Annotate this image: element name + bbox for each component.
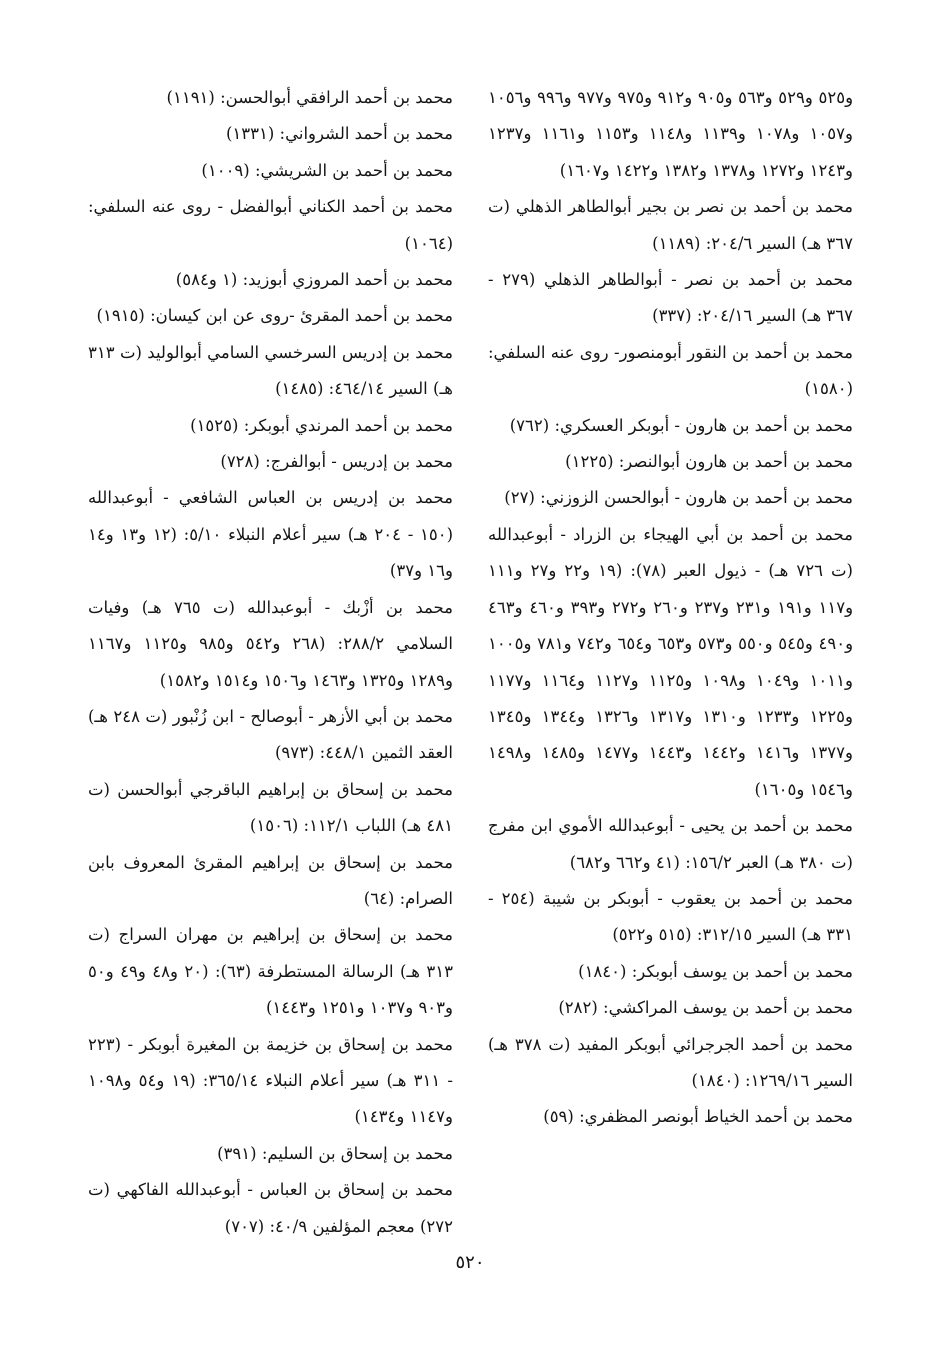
index-entry: محمد بن أحمد الخياط أبونصر المظفري: (٥٩)	[543, 1107, 853, 1127]
index-entry: محمد بن إسحاق بن إبراهيم الباقرجي أبوالحسن (ت ٤٨١ هـ) اللباب ١١٢/١: (١٥٠٦)	[88, 779, 453, 836]
index-entry: محمد بن إسحاق بن إبراهيم بن مهران السراج (ت ٣١٣ هـ) الرسالة المستطرفة (٦٣): (٢٠ و٤٨ و٤٩ و٥٠ و٩٠٣ و١٠٣٧ و١٢٥١ و١٤٤٣)	[88, 925, 454, 1018]
index-entry: محمد بن إدريس - أبوالفرج: (٧٢٨)	[220, 452, 453, 472]
index-entry: محمد بن أحمد بن يعقوب - أبوبكر بن شيبة (٢٥٤ - ٣٣١ هـ) السير ٣١٢/١٥: (٥١٥ و٥٢٢)	[488, 888, 853, 945]
left-column	[88, 80, 453, 1245]
index-entry: محمد بن أحمد بن يوسف أبوبكر: (١٨٤٠)	[578, 961, 853, 981]
index-entry: محمد بن إسحاق بن إبراهيم المقرئ المعروف بابن الصرام: (٦٤)	[88, 852, 453, 908]
index-entry: محمد بن إدريس بن العباس الشافعي - أبوعبدالله (١٥٠ - ٢٠٤ هـ) سير أعلام النبلاء ٥/١٠: (١٢ و١٣ و١٤ و١٦ و٣٧)	[88, 488, 454, 581]
index-entry: محمد بن أحمد بن يوسف المراكشي: (٢٨٢)	[558, 998, 853, 1018]
index-entry: محمد بن إسحاق بن العباس - أبوعبدالله الفاكهي (ت ٢٧٢) معجم المؤلفين ٤٠/٩: (٧٠٧)	[88, 1180, 453, 1236]
index-entry: محمد بن أحمد بن نصر - أبوالطاهر الذهلي (٢٧٩ - ٣٦٧ هـ) السير ٢٠٤/١٦: (٣٣٧)	[488, 270, 853, 326]
index-entry: محمد بن أحمد بن أبي الهيجاء بن الزراد - أبوعبدالله (ت ٧٢٦ هـ) - ذيول العبر (٧٨): (١٩ و٢٢ و٢٧ و١١١ و١١٧ و١٩١ و٢٣١ و٢٣٧ و٢٦٠ و٢٧٢ و٣٩٣ و٤٦٠ و٤٦٣ و٤٩٠ و٥٤٥ و٥٥٠ و٥٧٣ و٦٥٣ و٦٥٤ و٧٤٢ و٧٨١ و١٠٠٥ و١٠١١ و١٠٤٩ و١٠٩٨ و١١٢٥ و١١٢٧ و١١٦٤ و١١٧٧ و١٢٢٥ و١٢٣٣ و١٣١٠ و١٣١٧ و١٣٢٦ و١٣٤٤ و١٣٤٥ و١٣٧٧ و١٤١٦ و١٤٤٢ و١٤٤٣ و١٤٧٧ و١٤٨٥ و١٤٩٨ و١٥٤٦ و١٦٠٥)	[488, 524, 854, 799]
index-entry: محمد بن أحمد الرافقي أبوالحسن: (١١٩١)	[166, 88, 453, 107]
index-entry: محمد بن أحمد بن يحيى - أبوعبدالله الأموي ابن مفرج (ت ٣٨٠ هـ) العبر ١٥٦/٢: (٤١ و٦٦٢ و٦٨٢)	[488, 816, 853, 872]
index-entry: محمد بن أحمد بن هارون - أبوالحسن الزوزني: (٢٧)	[504, 488, 853, 508]
index-entry: محمد بن أحمد بن هارون أبوالنصر: (١٢٢٥)	[565, 452, 853, 472]
index-entry: محمد بن إسحاق بن خزيمة بن المغيرة أبوبكر - (٢٢٣ - ٣١١ هـ) سير أعلام النبلاء ٣٦٥/١٤: (١٩ و٥٤ و١٠٩٨ و١١٤٧ و١٤٣٤)	[88, 1034, 453, 1127]
index-entry: محمد بن أحمد بن النقور أبومنصور- روى عنه السلفي: (١٥٨٠)	[488, 342, 853, 399]
index-entry: محمد بن أبي الأزهر - أبوصالح - ابن زُنْبور (ت ٢٤٨ هـ) العقد الثمين ٤٤٨/١: (٩٧٣)	[88, 706, 453, 763]
index-entry: محمد بن أحمد المروزي أبوزيد: (١ و٥٨٤)	[175, 270, 453, 290]
index-entry: محمد بن أحمد المرندي أبوبكر: (١٥٢٥)	[190, 415, 453, 435]
index-entry: محمد بن أزْبك - أبوعبدالله (ت ٧٦٥ هـ) وفيات السلامي ٢٨٨/٢: (٢٦٨ و٥٤٢ و٩٨٥ و١١٢٥ و١١٦٧ و١٢٨٩ و١٣٢٥ و١٤٦٣ و١٥٠٦ و١٥١٤ و١٥٨٢)	[88, 597, 454, 690]
index-entry: محمد بن أحمد الكناني أبوالفضل - روى عنه السلفي: (١٠٦٤)	[88, 197, 453, 253]
index-entry: محمد بن أحمد الجرجرائي أبوبكر المفيد (ت ٣٧٨ هـ) السير ١٢٦٩/١٦: (١٨٤٠)	[488, 1034, 853, 1090]
index-entry: محمد بن إدريس السرخسي السامي أبوالوليد (ت ٣١٣ هـ) السير ٤٦٤/١٤: (١٤٨٥)	[88, 342, 453, 399]
right-column	[488, 80, 853, 1136]
index-entry: محمد بن أحمد بن هارون - أبوبكر العسكري: (٧٦٢)	[509, 415, 853, 435]
index-entry: محمد بن أحمد المقرئ -روى عن ابن كيسان: (١٩١٥)	[96, 306, 453, 326]
index-entry: محمد بن أحمد بن الشريشي: (١٠٠٩)	[201, 160, 453, 180]
index-entry: محمد بن أحمد بن نصر بن بجير أبوالطاهر الذهلي (ت ٣٦٧ هـ) السير ٢٠٤/٦: (١١٨٩)	[488, 197, 853, 253]
index-entry: محمد بن أحمد الشرواني: (١٣٣١)	[225, 124, 453, 144]
index-entry: و٥٢٥ و٥٢٩ و٥٦٣ و٩٠٥ و٩١٢ و٩٧٥ و٩٧٧ و٩٩٦ و١٠٥٦ و١٠٥٧ و١٠٧٨ و١١٣٩ و١١٤٨ و١١٥٣ و١١٦١ و١٢٣٧ و١٢٤٣ و١٢٧٢ و١٣٧٨ و١٣٨٢ و١٤٢٢ و١٦٠٧)	[488, 88, 854, 180]
index-entry: محمد بن إسحاق بن السليم: (٣٩١)	[217, 1143, 453, 1163]
page-number: ٥٢٠	[455, 1252, 485, 1273]
